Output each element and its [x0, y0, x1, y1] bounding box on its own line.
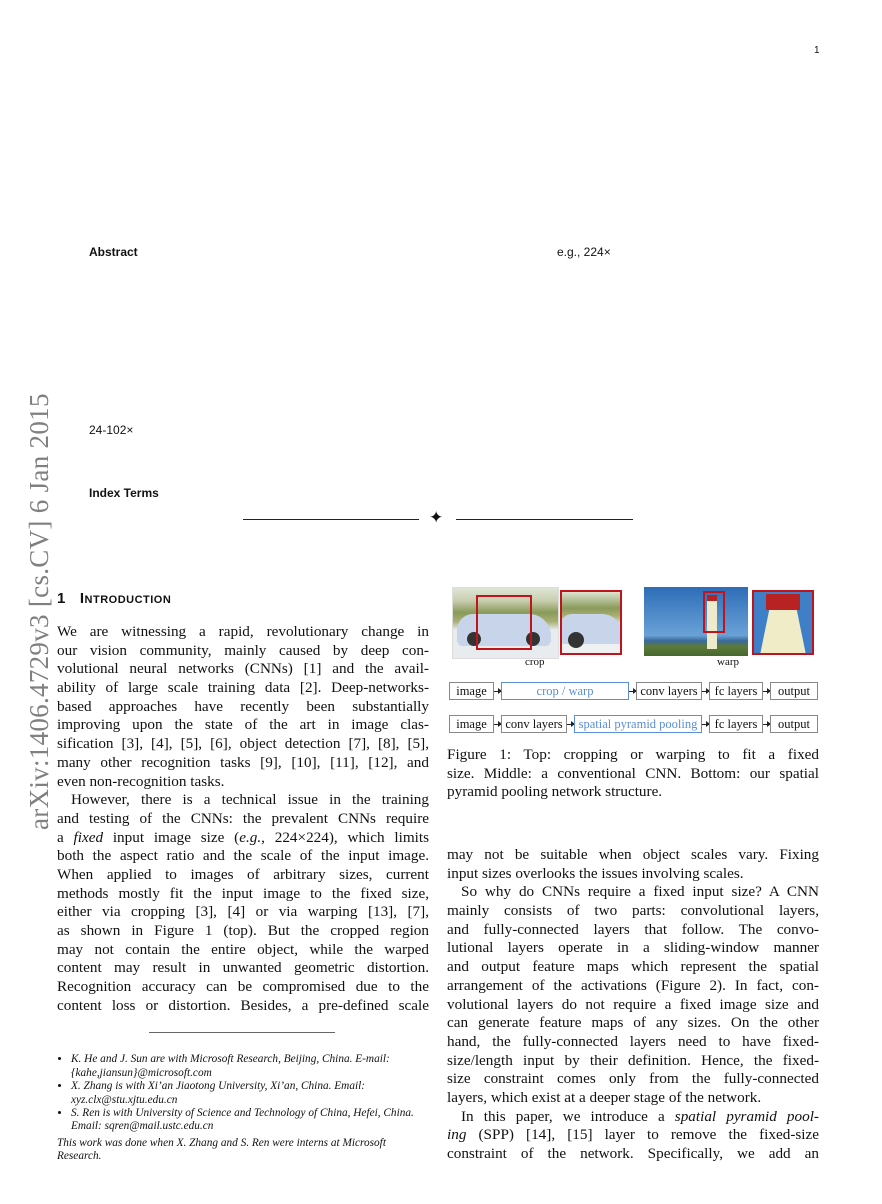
text-line: even non-recognition tasks. [57, 772, 225, 790]
footnote-list [57, 1053, 443, 1133]
text-line: size constraint comes only from the fully-connected [447, 1070, 819, 1088]
cropped-car-image [560, 590, 622, 655]
warped-lighthouse-image [752, 590, 814, 655]
text-line: Figure 1: Top: cropping or warping to fit a fixed [447, 746, 819, 763]
text-line: However, there is a technical issue in the training [71, 791, 429, 809]
footnote-note: This work was done when X. Zhang and S. Ren were interns at Microsoft Research. [57, 1137, 386, 1163]
flow-output: output [770, 715, 818, 733]
flow-image: image [449, 715, 494, 733]
right-column-text [447, 846, 819, 1164]
text-line: may not contain the entire object, while the warped [57, 940, 429, 958]
text-line: arrangement of the activations (Figure 2). In fact, con- [447, 976, 819, 994]
abstract-fragment: e.g., 224× [557, 245, 611, 259]
text-line: content loss or distortion. Besides, a pre-defined scale [57, 996, 429, 1014]
text-line: our vision community, mainly caused by deep con- [57, 641, 429, 659]
arxiv-stamp: arXiv:1406.4729v3 [cs.CV] 6 Jan 2015 [24, 393, 54, 830]
text-line: volutional neural networks (CNNs) [1] and the avail- [57, 660, 429, 678]
text-line: In this paper, we introduce a spatial pyramid pool- [461, 1107, 819, 1125]
divider-right [456, 519, 633, 520]
arrow-icon [763, 691, 770, 692]
arrow-icon [702, 724, 709, 725]
text-line: size. Middle: a conventional CNN. Bottom: our spatial [447, 764, 819, 782]
flow-fc-layers: fc layers [709, 682, 763, 700]
arrow-icon [629, 691, 636, 692]
flow-conv-layers: conv layers [501, 715, 567, 733]
left-column-text [57, 623, 429, 1015]
text-line: may not be suitable when object scales vary. Fixing [447, 846, 819, 863]
text-line: layers, which exist at a deeper stage of the network. [447, 1088, 762, 1106]
footnote-item: • K. He and J. Sun are with Microsoft Research, Beijing, China. E-mail: {kahe,jiansun}@microsoft.com [71, 1053, 443, 1080]
text-line: ability of large scale training data [2]. Deep-networks- [57, 679, 429, 697]
section-title: Introduction [79, 590, 172, 607]
arrow-icon [494, 724, 501, 725]
flow-output: output [770, 682, 818, 700]
text-line: So why do CNNs require a fixed input size? A CNN [461, 883, 819, 901]
crop-label: crop [525, 656, 545, 668]
text-line: hand, the fully-connected layers need to have fixed- [447, 1032, 819, 1050]
divider-left [243, 519, 419, 520]
text-line: both the aspect ratio and the scale of the input image. [57, 847, 429, 865]
text-line: mainly consists of two parts: convolutional layers, [447, 902, 819, 920]
arrow-icon [494, 691, 501, 692]
section-number: 1 [57, 590, 66, 607]
figure-caption [447, 746, 819, 802]
flow-conv-layers: conv layers [636, 682, 702, 700]
car-image [452, 587, 559, 659]
text-line: a fixed input image size (e.g., 224×224), which limits [57, 828, 429, 846]
crop-region-box [476, 595, 532, 650]
text-line: and output feature maps which represent the spatial [447, 958, 819, 976]
warp-label: warp [717, 656, 739, 668]
warp-region-box [703, 591, 725, 633]
warp-result-border [752, 590, 814, 655]
footnote-item: • S. Ren is with University of Science and Technology of China, Hefei, China. Email: sqren@mail.ustc.edu.cn [71, 1107, 443, 1134]
text-line: many other recognition tasks [9], [10], [11], [12], and [57, 753, 429, 771]
arrow-icon [763, 724, 770, 725]
text-line: volutional layers do not require a fixed image size and [447, 995, 819, 1013]
text-line: constraint of the network. Specifically, we add an [447, 1145, 819, 1162]
text-line: either via cropping [3], [4] or via warping [13], [7], [57, 903, 429, 921]
text-line: and fully-connected layers that follow. The convo- [447, 920, 819, 938]
text-line: can generate feature maps of any sizes. On the other [447, 1014, 819, 1032]
divider-star-icon: ✦ [429, 508, 444, 527]
text-line: as shown in Figure 1 (top). But the cropped region [57, 922, 429, 939]
footnote-rule [149, 1032, 335, 1033]
index-terms-label: Index Terms [89, 486, 159, 500]
text-line: and testing of the CNNs: the prevalent CNNs require [57, 809, 429, 827]
crop-result-border [560, 590, 622, 655]
text-line: pyramid pooling network structure. [447, 783, 663, 801]
text-line: When applied to images of arbitrary sizes, current [57, 865, 429, 883]
flow-fc-layers: fc layers [709, 715, 763, 733]
abstract-fragment-2: 24-102× [89, 423, 134, 437]
page-number: 1 [814, 45, 820, 56]
flow-spatial-pyramid-pooling: spatial pyramid pooling [574, 715, 702, 733]
footnote-item: • X. Zhang is with Xi’an Jiaotong University, Xi’an, China. Email: xyz.clx@stu.xjtu.edu.cn [71, 1080, 443, 1107]
text-line: input sizes overlooks the issues involving scales. [447, 864, 744, 882]
text-line: Recognition accuracy can be compromised due to the [57, 978, 429, 996]
text-line: based approaches have recently been substantially [57, 697, 429, 715]
section-heading [57, 590, 171, 607]
lighthouse-image [644, 587, 748, 656]
arrow-icon [567, 724, 574, 725]
flow-image: image [449, 682, 494, 700]
flow-crop-warp: crop / warp [501, 682, 629, 700]
text-line: methods mostly fit the input image to the fixed size, [57, 884, 429, 902]
abstract-label: Abstract [89, 245, 138, 259]
text-line: content may result in unwanted geometric distortion. [57, 959, 429, 977]
text-line: ing (SPP) [14], [15] layer to remove the fixed-size [447, 1126, 819, 1144]
text-line: size/length input by their definition. Hence, the fixed- [447, 1051, 819, 1069]
text-line: lutional layers operate in a sliding-window manner [447, 939, 819, 957]
text-line: sification [3], [4], [5], [6], object detection [7], [8], [5], [57, 735, 429, 753]
arrow-icon [702, 691, 709, 692]
text-line: improving upon the state of the art in image clas- [57, 716, 429, 734]
text-line: We are witnessing a rapid, revolutionary change in [57, 623, 429, 640]
